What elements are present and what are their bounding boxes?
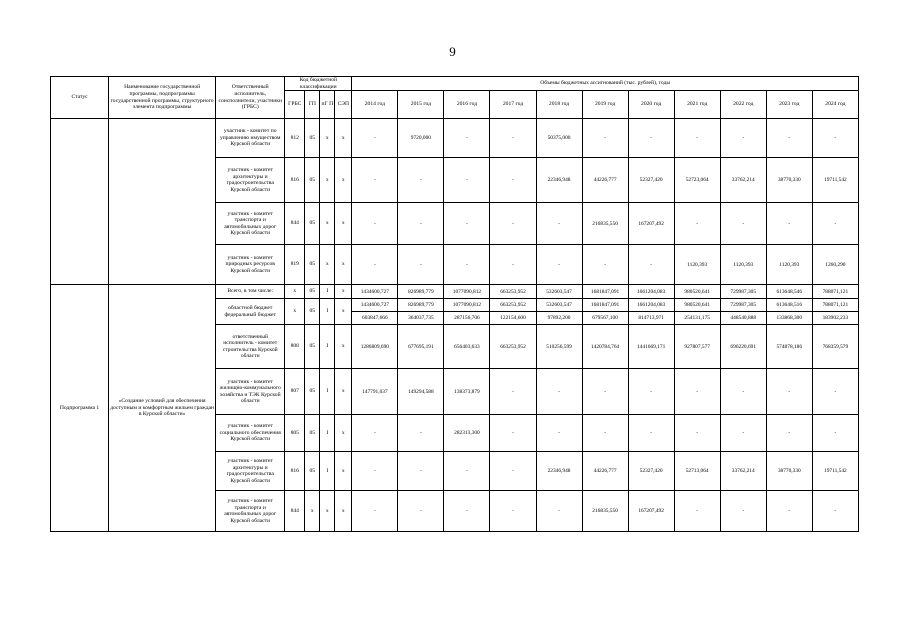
code-cell: 844 xyxy=(285,491,305,532)
value-cell: 38770,330 xyxy=(766,158,812,203)
header-status: Статус xyxy=(51,77,109,119)
value-cell: 183902,233 xyxy=(812,312,858,325)
value-cell: - xyxy=(490,245,536,285)
value-cell: - xyxy=(766,203,812,245)
executor-cell: участник - комитет по управлению имуществом Курской области xyxy=(216,119,285,158)
header-executor: Ответственный исполнитель, соисполнители, участники (ГРБС) xyxy=(216,77,285,119)
value-cell: 52327,420 xyxy=(628,452,674,491)
header-code: пГ П xyxy=(320,91,335,119)
value-cell: 663253,952 xyxy=(490,299,536,312)
value-cell: - xyxy=(536,369,582,415)
value-cell: - xyxy=(720,491,766,532)
value-cell: - xyxy=(490,369,536,415)
code-cell: х xyxy=(335,325,352,369)
value-cell: 167207,492 xyxy=(628,491,674,532)
value-cell: 1286809,690 xyxy=(352,325,398,369)
header-code: СЭП xyxy=(335,91,352,119)
value-cell: - xyxy=(812,203,858,245)
executor-cell: участник - комитет природных ресурсов Курской области xyxy=(216,245,285,285)
value-cell: 287156,706 xyxy=(444,312,490,325)
value-cell: 574878,186 xyxy=(766,325,812,369)
code-cell: х xyxy=(335,203,352,245)
value-cell: 448540,888 xyxy=(720,312,766,325)
value-cell: - xyxy=(674,415,720,452)
value-cell: 663253,952 xyxy=(490,285,536,299)
value-cell: 44226,777 xyxy=(582,452,628,491)
value-cell: 50375,000 xyxy=(536,119,582,158)
value-cell: 97892,200 xyxy=(536,312,582,325)
value-cell: - xyxy=(766,119,812,158)
value-cell: - xyxy=(766,491,812,532)
header-year: 2021 год xyxy=(674,91,720,119)
value-cell: - xyxy=(352,245,398,285)
executor-cell: участник - комитет архитектуры и градостроительства Курской области xyxy=(216,452,285,491)
code-cell: х xyxy=(335,299,352,325)
executor-cell: участник - комитет жилищно-коммунального хозяйства и ТЭК Курской области xyxy=(216,369,285,415)
value-cell: - xyxy=(398,491,444,532)
code-cell: х xyxy=(320,119,335,158)
subprogram-status: Подпрограмма 1 xyxy=(51,285,109,532)
value-cell: - xyxy=(720,119,766,158)
code-cell: 05 xyxy=(305,285,320,299)
value-cell: - xyxy=(628,415,674,452)
value-cell: 33762,214 xyxy=(720,452,766,491)
value-cell: - xyxy=(490,203,536,245)
executor-cell: ответственный исполнитель - комитет строительства Курской области xyxy=(216,325,285,369)
code-cell: 05 xyxy=(305,245,320,285)
value-cell: 44226,777 xyxy=(582,158,628,203)
value-cell: - xyxy=(536,203,582,245)
code-cell: 807 xyxy=(285,369,305,415)
header-name: Наименование государственной программы, подпрограммы государственной программы, структурного элемента подпрограммы xyxy=(109,77,216,119)
header-year: 2015 год xyxy=(398,91,444,119)
value-cell: 52327,420 xyxy=(628,158,674,203)
code-cell: 05 xyxy=(305,299,320,325)
value-cell: - xyxy=(766,415,812,452)
code-cell: х xyxy=(335,369,352,415)
code-cell: х xyxy=(285,285,305,299)
code-cell: I xyxy=(320,325,335,369)
header-year: 2014 год xyxy=(352,91,398,119)
value-cell: - xyxy=(536,491,582,532)
code-cell: х xyxy=(335,285,352,299)
value-cell: 19711,542 xyxy=(812,452,858,491)
value-cell: 364037,735 xyxy=(398,312,444,325)
code-cell: 819 xyxy=(285,245,305,285)
value-cell: 826989,779 xyxy=(398,299,444,312)
code-cell: I xyxy=(320,285,335,299)
value-cell: 133868,300 xyxy=(766,312,812,325)
value-cell: 788071,121 xyxy=(812,285,858,299)
value-cell: - xyxy=(674,203,720,245)
value-cell: - xyxy=(352,203,398,245)
value-cell: 167207,492 xyxy=(628,203,674,245)
value-cell: - xyxy=(444,245,490,285)
header-code: ГРБС xyxy=(285,91,305,119)
code-cell: х xyxy=(320,491,335,532)
code-cell: I xyxy=(320,369,335,415)
value-cell: 216835,550 xyxy=(582,491,628,532)
value-cell: 138373,879 xyxy=(444,369,490,415)
value-cell: 1681847,091 xyxy=(582,299,628,312)
value-cell: 22346,948 xyxy=(536,158,582,203)
value-cell: 532603,547 xyxy=(536,285,582,299)
value-cell: - xyxy=(812,491,858,532)
code-cell: 805 xyxy=(285,415,305,452)
value-cell: 1077090,812 xyxy=(444,299,490,312)
value-cell: - xyxy=(674,119,720,158)
code-cell: 844 xyxy=(285,203,305,245)
value-cell: - xyxy=(490,158,536,203)
header-code-group: Код бюджетной классификации xyxy=(285,77,352,91)
header-year: 2020 год xyxy=(628,91,674,119)
value-cell: 1434600,727 xyxy=(352,285,398,299)
value-cell: 1260,290 xyxy=(812,245,858,285)
value-cell: - xyxy=(582,369,628,415)
code-cell: 816 xyxy=(285,452,305,491)
value-cell: 1661204,083 xyxy=(628,299,674,312)
executor-cell: участник - комитет транспорта и автомобильных дорог Курской области xyxy=(216,203,285,245)
value-cell: 613648,516 xyxy=(766,299,812,312)
value-cell: 826989,779 xyxy=(398,285,444,299)
code-cell: 816 xyxy=(285,158,305,203)
value-cell: - xyxy=(720,369,766,415)
value-cell: 38770,330 xyxy=(766,452,812,491)
table-row xyxy=(51,285,859,299)
name-cell-empty xyxy=(109,119,216,285)
value-cell: - xyxy=(352,119,398,158)
value-cell: - xyxy=(582,119,628,158)
code-cell: 05 xyxy=(305,158,320,203)
executor-cell: Всего, в том числе: xyxy=(216,285,285,299)
value-cell: 729987,305 xyxy=(720,285,766,299)
value-cell: 52713,064 xyxy=(674,452,720,491)
executor-cell: участник - комитет транспорта и автомобильных дорог Курской области xyxy=(216,491,285,532)
value-cell: - xyxy=(582,245,628,285)
code-cell: 808 xyxy=(285,325,305,369)
value-cell: 1120,393 xyxy=(766,245,812,285)
value-cell: - xyxy=(674,369,720,415)
executor-cell: областной бюджет федеральный бюджет xyxy=(216,299,285,325)
value-cell: 814713,971 xyxy=(628,312,674,325)
code-cell: 05 xyxy=(305,203,320,245)
code-cell: х xyxy=(320,245,335,285)
value-cell: - xyxy=(766,369,812,415)
value-cell: - xyxy=(398,158,444,203)
code-cell: I xyxy=(320,299,335,325)
value-cell: - xyxy=(352,158,398,203)
value-cell: 679567,100 xyxy=(582,312,628,325)
code-cell: х xyxy=(320,203,335,245)
value-cell: 663253,952 xyxy=(490,325,536,369)
value-cell: 149294,588 xyxy=(398,369,444,415)
value-cell: - xyxy=(490,452,536,491)
code-cell: х xyxy=(335,452,352,491)
code-cell: х xyxy=(335,415,352,452)
value-cell: 1120,393 xyxy=(720,245,766,285)
value-cell: 1120,393 xyxy=(674,245,720,285)
value-cell: - xyxy=(536,415,582,452)
value-cell: - xyxy=(444,452,490,491)
value-cell: 980520,641 xyxy=(674,299,720,312)
value-cell: - xyxy=(720,203,766,245)
value-cell: 603847,666 xyxy=(352,312,398,325)
value-cell: 282313,300 xyxy=(444,415,490,452)
code-cell: 05 xyxy=(305,369,320,415)
header-code: ГП xyxy=(305,91,320,119)
value-cell: - xyxy=(720,415,766,452)
value-cell: 510256,599 xyxy=(536,325,582,369)
value-cell: - xyxy=(352,415,398,452)
value-cell: 1661204,083 xyxy=(628,285,674,299)
value-cell: 33762,214 xyxy=(720,158,766,203)
value-cell: - xyxy=(444,203,490,245)
value-cell: 768359,579 xyxy=(812,325,858,369)
code-cell: I xyxy=(320,415,335,452)
value-cell: - xyxy=(398,452,444,491)
value-cell: - xyxy=(398,245,444,285)
value-cell: 927807,577 xyxy=(674,325,720,369)
value-cell: - xyxy=(812,369,858,415)
code-cell: 05 xyxy=(305,415,320,452)
value-cell: 1077090,812 xyxy=(444,285,490,299)
header-year: 2023 год xyxy=(766,91,812,119)
value-cell: 656403,633 xyxy=(444,325,490,369)
value-cell: 147791,037 xyxy=(352,369,398,415)
value-cell: 788071,121 xyxy=(812,299,858,312)
value-cell: 22346,948 xyxy=(536,452,582,491)
code-cell: х xyxy=(320,158,335,203)
value-cell: - xyxy=(628,369,674,415)
value-cell: 9720,000 xyxy=(398,119,444,158)
value-cell: 1441669,171 xyxy=(628,325,674,369)
value-cell: - xyxy=(490,119,536,158)
code-cell: 05 xyxy=(305,325,320,369)
value-cell: 532603,547 xyxy=(536,299,582,312)
value-cell: - xyxy=(398,203,444,245)
code-cell: х xyxy=(335,119,352,158)
value-cell: - xyxy=(628,119,674,158)
page-number: 9 xyxy=(449,44,456,59)
executor-cell: участник - комитет архитектуры и градостроительства Курской области xyxy=(216,158,285,203)
value-cell: - xyxy=(628,245,674,285)
executor-cell: участник - комитет социального обеспечения Курской области xyxy=(216,415,285,452)
status-cell-empty xyxy=(51,119,109,285)
code-cell: I xyxy=(320,452,335,491)
code-cell: х xyxy=(335,491,352,532)
code-cell: х xyxy=(335,245,352,285)
value-cell: 980520,641 xyxy=(674,285,720,299)
value-cell: - xyxy=(444,119,490,158)
value-cell: 122154,600 xyxy=(490,312,536,325)
value-cell: - xyxy=(812,415,858,452)
value-cell: - xyxy=(352,491,398,532)
budget-table xyxy=(50,76,859,532)
code-cell: х xyxy=(305,491,320,532)
value-cell: - xyxy=(352,452,398,491)
code-cell: 05 xyxy=(305,452,320,491)
header-volume-group: Объемы бюджетных ассигнований (тыс. рублей), годы xyxy=(352,77,859,91)
code-cell: х xyxy=(285,299,305,325)
value-cell: - xyxy=(444,491,490,532)
value-cell: - xyxy=(398,415,444,452)
value-cell: - xyxy=(444,158,490,203)
header-year: 2018 год xyxy=(536,91,582,119)
code-cell: 812 xyxy=(285,119,305,158)
value-cell: 1681847,091 xyxy=(582,285,628,299)
value-cell: - xyxy=(582,415,628,452)
code-cell: 05 xyxy=(305,119,320,158)
value-cell: 52723,064 xyxy=(674,158,720,203)
header-year: 2016 год xyxy=(444,91,490,119)
code-cell: х xyxy=(335,158,352,203)
value-cell: - xyxy=(490,415,536,452)
value-cell: 1434600,727 xyxy=(352,299,398,312)
header-year: 2022 год xyxy=(720,91,766,119)
value-cell: 19711,542 xyxy=(812,158,858,203)
value-cell: 254131,175 xyxy=(674,312,720,325)
value-cell: 677695,191 xyxy=(398,325,444,369)
header-year: 2017 год xyxy=(490,91,536,119)
header-year: 2024 год xyxy=(812,91,858,119)
value-cell: 696220,691 xyxy=(720,325,766,369)
value-cell: - xyxy=(812,119,858,158)
value-cell: - xyxy=(674,491,720,532)
value-cell: 216835,550 xyxy=(582,203,628,245)
value-cell: 729987,305 xyxy=(720,299,766,312)
table-row xyxy=(51,119,859,158)
header-year: 2019 год xyxy=(582,91,628,119)
value-cell: 1420784,764 xyxy=(582,325,628,369)
value-cell: 613648,546 xyxy=(766,285,812,299)
subprogram-name: «Создание условий для обеспечения доступным и комфортным жильем граждан в Курской области» xyxy=(109,285,216,532)
value-cell: - xyxy=(536,245,582,285)
value-cell: - xyxy=(490,491,536,532)
